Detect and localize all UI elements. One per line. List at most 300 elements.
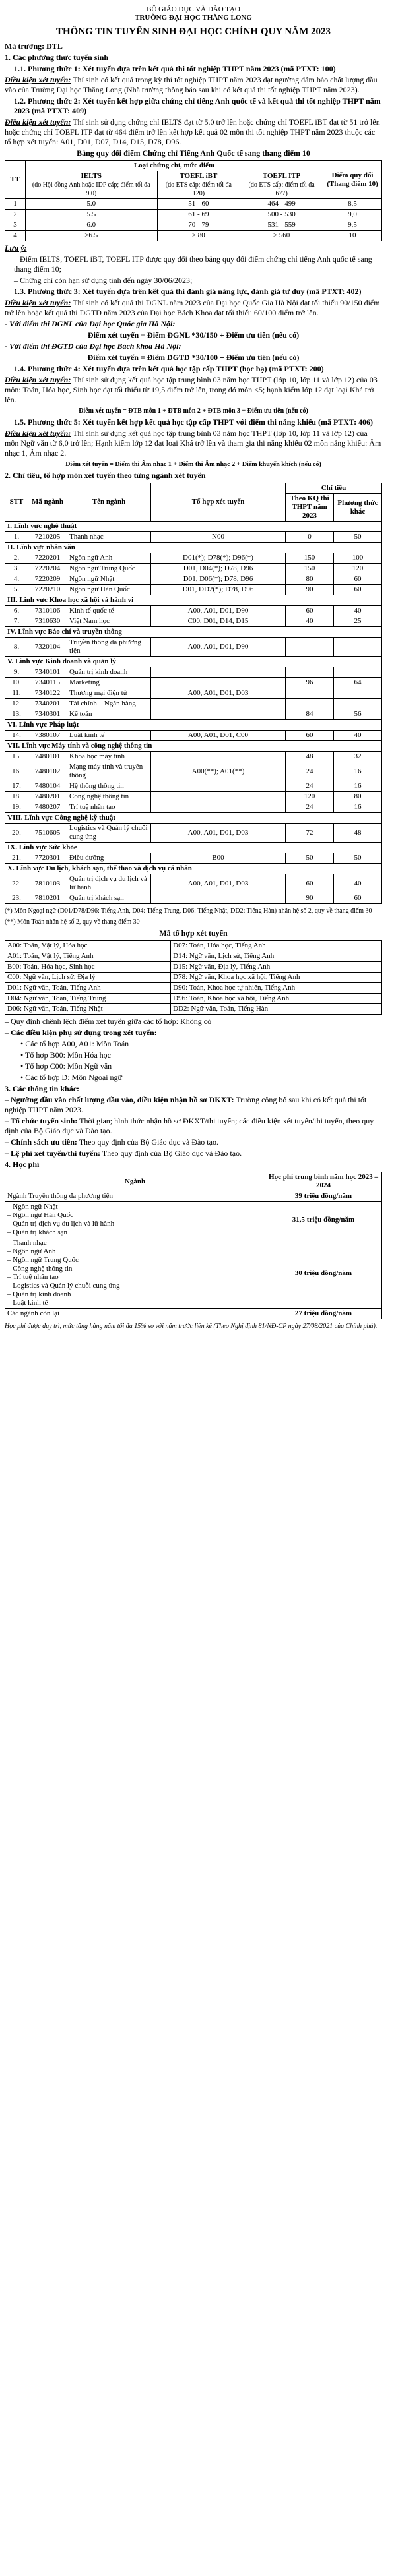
combo-row — [5, 994, 382, 1004]
major-quota-thpt: 50 — [286, 853, 334, 864]
major-code: 7480101 — [28, 752, 67, 762]
major-group-row — [5, 843, 382, 853]
combo-row — [5, 1004, 382, 1015]
major-quota-thpt — [286, 688, 334, 699]
fee-major-name: Thanh nhạc — [13, 1239, 47, 1247]
major-code: 7340115 — [28, 678, 67, 688]
major-quota-thpt — [286, 699, 334, 709]
major-row — [5, 553, 382, 564]
method-4-title: 1.4. Phương thức 4: Xét tuyển dựa trên kết quả học tập cấp THPT (học bạ) (mã PTXT: 200) — [14, 364, 324, 373]
fee-major-name: Luật kinh tế — [13, 1299, 48, 1307]
fee-major-item: – Công nghệ thông tin — [7, 1265, 73, 1273]
document-title: THÔNG TIN TUYỂN SINH ĐẠI HỌC CHÍNH QUY NĂM 2023 — [55, 26, 331, 37]
combo-cell: D01: Ngữ văn, Toán, Tiếng Anh — [5, 983, 171, 994]
combo-cell: A01: Toán, Vật lý, Tiếng Anh — [5, 951, 171, 962]
major-name: Quản trị khách sạn — [67, 893, 151, 904]
major-stt: 20. — [5, 824, 28, 843]
section-4-heading: 4. Học phí — [5, 1160, 40, 1169]
combo-row — [5, 983, 382, 994]
major-code: 7480207 — [28, 802, 67, 813]
condition-text: Thí sinh có kết quả trong kỳ thi tốt nghiệp THPT năm 2023 đạt ngưỡng đảm bảo chất lượng đầu vào của Trường Đại học Thăng Long (Nhà trường thông báo sau khi có kết quả thi tốt nghiệp THPT năm 2023). — [5, 75, 378, 94]
ielts-cell-tt: 3 — [5, 220, 26, 231]
major-code: 7340122 — [28, 688, 67, 699]
extra-sub-1: • Các tổ hợp A00, A01: Môn Toán — [20, 1039, 129, 1048]
major-stt: 15. — [5, 752, 28, 762]
fee-amount-4: 27 triệu đồng/năm — [265, 1309, 382, 1319]
major-code: 7220209 — [28, 574, 67, 585]
major-quota-thpt: 150 — [286, 564, 334, 574]
fee-group-2 — [5, 1202, 265, 1238]
col-name: Tên ngành — [67, 483, 151, 522]
major-group-row — [5, 543, 382, 553]
major-quota-other: 16 — [334, 802, 382, 813]
major-quota-other: 60 — [334, 574, 382, 585]
major-quota-other: 32 — [334, 752, 382, 762]
ielts-table-caption: Bảng quy đổi điểm Chứng chỉ Tiếng Anh Quốc tế sang thang điểm 10 — [77, 148, 310, 158]
col-tt: TT — [5, 161, 26, 199]
major-combo — [151, 678, 286, 688]
major-stt: 19. — [5, 802, 28, 813]
ielts-cell-ielts: ≥6.5 — [26, 231, 158, 241]
major-quota-other — [334, 667, 382, 678]
major-code: 7340301 — [28, 709, 67, 720]
fee-major-name: Logistics và Quản lý chuỗi cung ứng — [13, 1282, 120, 1290]
major-quota-thpt: 0 — [286, 532, 334, 543]
combo-cell: D04: Ngữ văn, Toán, Tiếng Trung — [5, 994, 171, 1004]
major-combo: A00(**); A01(**) — [151, 762, 286, 781]
major-group-label: VII. Lĩnh vực Máy tính và công nghệ thông tin — [5, 741, 382, 752]
col-ibt-label: TOEFL iBT — [180, 172, 218, 180]
section-2-heading: 2. Chỉ tiêu, tổ hợp môn xét tuyển theo từng ngành xét tuyển — [5, 471, 206, 480]
major-quota-other: 48 — [334, 824, 382, 843]
ielts-cell-itp: 464 - 499 — [240, 199, 323, 210]
ielts-cell-tt: 2 — [5, 210, 26, 220]
major-quota-other: 50 — [334, 853, 382, 864]
footnote-1: (*) Môn Ngoại ngữ (D01/D78/D96: Tiếng Anh, D04: Tiếng Trung, D06: Tiếng Nhật, DD2: Tiếng Hàn) nhân hệ số 2, quy về thang điểm 30 — [5, 907, 372, 914]
major-quota-other: 40 — [334, 874, 382, 893]
major-quota-other: 60 — [334, 585, 382, 595]
ielts-cell-itp: 531 - 559 — [240, 220, 323, 231]
ielts-cell-ibt: 61 - 69 — [157, 210, 240, 220]
major-stt: 16. — [5, 762, 28, 781]
col-quota: Chỉ tiêu — [286, 483, 382, 494]
major-quota-other: 120 — [334, 564, 382, 574]
ielts-row — [5, 199, 382, 210]
major-stt: 23. — [5, 893, 28, 904]
method-3-condition — [5, 298, 382, 318]
footnote-2: (**) Môn Toán nhân hệ số 2, quy về thang điểm 30 — [5, 918, 140, 926]
major-group-row — [5, 813, 382, 824]
combo-row — [5, 941, 382, 951]
major-quota-other: 25 — [334, 616, 382, 627]
col-quota-thpt: Theo KQ thi THPT năm 2023 — [286, 494, 334, 522]
major-combo: D01(*); D78(*); D96(*) — [151, 553, 286, 564]
major-group-label: VI. Lĩnh vực Pháp luật — [5, 720, 382, 731]
major-group-label: V. Lĩnh vực Kinh doanh và quản lý — [5, 657, 382, 667]
major-group-label: I. Lĩnh vực nghệ thuật — [5, 522, 382, 532]
major-name: Hệ thống thông tin — [67, 781, 151, 792]
fee-major-name: Ngôn ngữ Anh — [13, 1247, 56, 1255]
info-3-text: Theo quy định của Bộ Giáo dục và Đào tạo. — [77, 1137, 218, 1147]
col-ibt — [157, 171, 240, 199]
method-3-title: 1.3. Phương thức 3: Xét tuyển dựa trên kết quả thi đánh giá năng lực, đánh giá tư duy (mã PTXT: 402) — [14, 287, 362, 296]
major-group-label: II. Lĩnh vực nhân văn — [5, 543, 382, 553]
major-row — [5, 574, 382, 585]
major-name: Luật kinh tế — [67, 731, 151, 741]
major-name: Quản trị dịch vụ du lịch và lữ hành — [67, 874, 151, 893]
condition-text: Thí sinh sử dụng kết quả học tập trung bình 03 năm học THPT (lớp 10, lớp 11 và lớp 12) của môn Ngữ văn từ 6,0 trở lên; Hạnh kiểm lớp 12 đạt loại Khá trở lên và tham gia thi năng khiếu 02 môn năng khiếu: Âm nhạc 1, Âm nhạc 2. — [5, 429, 381, 458]
combo-row — [5, 951, 382, 962]
major-row — [5, 688, 382, 699]
major-combo: B00 — [151, 853, 286, 864]
major-row — [5, 893, 382, 904]
major-row — [5, 792, 382, 802]
col-combo: Tổ hợp xét tuyển — [151, 483, 286, 522]
info-3-label: – Chính sách ưu tiên: — [5, 1137, 77, 1147]
major-name: Thanh nhạc — [67, 532, 151, 543]
note-1: – Điểm IELTS, TOEFL iBT, TOEFL ITP được quy đổi theo bảng quy đổi điểm chứng chỉ tiếng Anh quốc tế sang thang điểm 10; — [14, 255, 372, 274]
extra-sub-4: • Các tổ hợp D: Môn Ngoại ngữ — [20, 1073, 123, 1082]
major-combo: D01, D04(*); D78, D96 — [151, 564, 286, 574]
major-name: Thương mại điện tử — [67, 688, 151, 699]
major-code: 7510605 — [28, 824, 67, 843]
major-combo: C00, D01, D14, D15 — [151, 616, 286, 627]
ielts-cell-ielts: 5.5 — [26, 210, 158, 220]
col-stt: STT — [5, 483, 28, 522]
major-code: 7310630 — [28, 616, 67, 627]
major-row — [5, 802, 382, 813]
condition-label: Điều kiện xét tuyển: — [5, 375, 71, 384]
ielts-cell-ielts: 5.0 — [26, 199, 158, 210]
ielts-cell-conv: 8,5 — [323, 199, 382, 210]
fee-major-item: – Ngôn ngữ Trung Quốc — [7, 1256, 79, 1264]
major-quota-thpt: 60 — [286, 731, 334, 741]
fee-major-item: – Trí tuệ nhân tạo — [7, 1273, 59, 1281]
condition-text: Thí sinh sử dụng chứng chỉ IELTS đạt từ 5.0 trở lên hoặc chứng chỉ TOEFL iBT đạt từ 51 trở lên hoặc chứng chỉ TOEFL ITP đạt từ 464 điểm trở lên kết hợp kết quả 02 môn thi tốt nghiệp THPT năm 2023 thuộc các tổ hợp xét tuyển: A01, D01, D07, D14, D15, D78, D96. — [5, 117, 380, 146]
major-name: Quản trị kinh doanh — [67, 667, 151, 678]
major-combo: A00, A01, D01, D03 — [151, 874, 286, 893]
fee-major-item: – Ngôn ngữ Anh — [7, 1247, 56, 1255]
major-stt: 21. — [5, 853, 28, 864]
condition-label: Điều kiện xét tuyển: — [5, 117, 71, 127]
major-name: Ngôn ngữ Trung Quốc — [67, 564, 151, 574]
col-itp-label: TOEFL ITP — [262, 172, 301, 180]
method-2-condition — [5, 117, 382, 147]
major-row — [5, 606, 382, 616]
major-combo: A00, A01, D01, D03 — [151, 824, 286, 843]
ielts-cell-conv: 10 — [323, 231, 382, 241]
major-stt: 8. — [5, 638, 28, 657]
col-itp-sub: (do ETS cấp; điểm tối đa 677) — [248, 181, 315, 197]
fee-col-amount: Học phí trung bình năm học 2023 – 2024 — [265, 1172, 382, 1191]
major-combo — [151, 781, 286, 792]
major-code: 7220204 — [28, 564, 67, 574]
major-group-label: III. Lĩnh vực Khoa học xã hội và hành vi — [5, 595, 382, 606]
major-stt: 4. — [5, 574, 28, 585]
method-3-line-1: - Với điểm thi ĐGNL của Đại học Quốc gia Hà Nội: — [5, 319, 176, 328]
major-stt: 22. — [5, 874, 28, 893]
info-3 — [5, 1137, 382, 1147]
major-name: Truyền thông đa phương tiện — [67, 638, 151, 657]
info-2-label: – Tổ chức tuyển sinh: — [5, 1116, 78, 1125]
fee-major-name: Quản trị khách sạn — [13, 1228, 68, 1236]
condition-label: Điều kiện xét tuyển: — [5, 75, 71, 84]
ielts-row — [5, 231, 382, 241]
combo-cell: C00: Ngữ văn, Lịch sử, Địa lý — [5, 973, 171, 983]
major-code: 7720301 — [28, 853, 67, 864]
major-quota-thpt: 90 — [286, 893, 334, 904]
major-row — [5, 678, 382, 688]
condition-text: Thí sinh sử dụng kết quả học tập trung bình 03 năm học THPT (lớp 10, lớp 11 và lớp 12) của 03 môn: Toán, Hóa học, Sinh học đạt tối thiểu từ 19,5 điểm trở lên, trong đó môn <5; hạnh kiểm lớp 12 đạt loại Khá trở lên. — [5, 375, 378, 404]
major-row — [5, 564, 382, 574]
major-quota-thpt: 40 — [286, 616, 334, 627]
major-row — [5, 532, 382, 543]
combo-cell: D15: Ngữ văn, Địa lý, Tiếng Anh — [171, 962, 382, 973]
major-name: Tài chính – Ngân hàng — [67, 699, 151, 709]
major-name: Kế toán — [67, 709, 151, 720]
major-stt: 18. — [5, 792, 28, 802]
combo-row — [5, 973, 382, 983]
major-group-row — [5, 595, 382, 606]
col-group: Loại chứng chỉ, mức điểm — [26, 161, 323, 171]
major-stt: 12. — [5, 699, 28, 709]
fee-major-item: – Quản trị khách sạn — [7, 1228, 68, 1236]
major-quota-thpt: 72 — [286, 824, 334, 843]
major-name: Công nghệ thông tin — [67, 792, 151, 802]
ielts-cell-conv: 9,0 — [323, 210, 382, 220]
ielts-row — [5, 210, 382, 220]
major-combo — [151, 893, 286, 904]
combo-cell: B00: Toán, Hóa học, Sinh học — [5, 962, 171, 973]
ielts-cell-conv: 9,5 — [323, 220, 382, 231]
major-stt: 14. — [5, 731, 28, 741]
major-stt: 17. — [5, 781, 28, 792]
major-group-label: X. Lĩnh vực Du lịch, khách sạn, thể thao và dịch vụ cá nhân — [5, 864, 382, 874]
major-quota-other: 100 — [334, 553, 382, 564]
major-name: Ngôn ngữ Nhật — [67, 574, 151, 585]
fee-major-name: Ngôn ngữ Trung Quốc — [13, 1256, 79, 1264]
major-code: 7380107 — [28, 731, 67, 741]
combo-cell: D14: Ngữ văn, Lịch sử, Tiếng Anh — [171, 951, 382, 962]
fee-group-3 — [5, 1238, 265, 1309]
major-group-row — [5, 720, 382, 731]
major-row — [5, 853, 382, 864]
fee-col-major: Ngành — [5, 1172, 265, 1191]
col-ielts-sub: (do Hội đồng Anh hoặc IDP cấp; điểm tối đa 9.0) — [32, 181, 150, 197]
combo-cell: A00: Toán, Vật lý, Hóa học — [5, 941, 171, 951]
major-combo: D01, D06(*); D78, D96 — [151, 574, 286, 585]
major-quota-thpt: 48 — [286, 752, 334, 762]
col-quota-other: Phương thức khác — [334, 494, 382, 522]
combo-caption: Mã tổ hợp xét tuyển — [159, 928, 228, 938]
major-quota-thpt: 90 — [286, 585, 334, 595]
major-quota-thpt — [286, 667, 334, 678]
major-quota-thpt: 24 — [286, 802, 334, 813]
fee-amount-1: 39 triệu đồng/năm — [265, 1191, 382, 1202]
major-code: 7810201 — [28, 893, 67, 904]
major-quota-other: 40 — [334, 606, 382, 616]
method-3-formula-2: Điểm xét tuyển = Điểm DGTD *30/100 + Điểm ưu tiên (nếu có) — [87, 353, 300, 362]
major-combo — [151, 802, 286, 813]
info-4-text: Theo quy định của Bộ Giáo dục và Đào tạo. — [100, 1149, 242, 1158]
major-code: 7480102 — [28, 762, 67, 781]
major-row — [5, 762, 382, 781]
major-stt: 5. — [5, 585, 28, 595]
fee-major-name: Trí tuệ nhân tạo — [13, 1273, 59, 1281]
major-name: Việt Nam học — [67, 616, 151, 627]
ielts-cell-itp: ≥ 560 — [240, 231, 323, 241]
major-code: 7810103 — [28, 874, 67, 893]
info-2-text: Thời gian; hình thức nhận hồ sơ ĐKXT/thi tuyển; các điều kiện xét tuyển/thi tuyển, theo quy định của Bộ Giáo dục và Đào tạo. — [5, 1116, 374, 1135]
method-2-title: 1.2. Phương thức 2: Xét tuyển kết hợp giữa chứng chỉ tiếng Anh quốc tế và kết quả thi tốt nghiệp THPT năm 2023 (mã PTXT: 409) — [14, 96, 381, 115]
major-row — [5, 667, 382, 678]
ielts-cell-ielts: 6.0 — [26, 220, 158, 231]
major-code: 7220210 — [28, 585, 67, 595]
major-name: Điều dưỡng — [67, 853, 151, 864]
major-code: 7210205 — [28, 532, 67, 543]
ielts-cell-ibt: 70 - 79 — [157, 220, 240, 231]
fee-amount-3: 30 triệu đồng/năm — [265, 1238, 382, 1309]
major-quota-thpt: 24 — [286, 762, 334, 781]
extra-line-1: – Quy định chênh lệch điểm xét tuyển giữa các tổ hợp: Không có — [5, 1017, 212, 1026]
school-code: Mã trường: DTL — [5, 42, 63, 51]
info-1 — [5, 1095, 382, 1115]
major-row — [5, 585, 382, 595]
major-name: Ngôn ngữ Hàn Quốc — [67, 585, 151, 595]
major-group-row — [5, 741, 382, 752]
major-quota-other: 60 — [334, 893, 382, 904]
major-name: Marketing — [67, 678, 151, 688]
condition-label: Điều kiện xét tuyển: — [5, 298, 71, 307]
fee-major-name: Công nghệ thông tin — [13, 1265, 73, 1273]
method-1-title: 1.1. Phương thức 1: Xét tuyển dựa trên kết quả thi tốt nghiệp THPT năm 2023 (mã PTXT: 100) — [14, 64, 336, 73]
fee-major-item: – Logistics và Quản lý chuỗi cung ứng — [7, 1282, 120, 1290]
method-3-formula-1: Điểm xét tuyển = Điểm ĐGNL *30/150 + Điểm ưu tiên (nếu có) — [87, 330, 300, 340]
major-quota-thpt: 96 — [286, 678, 334, 688]
major-combo: N00 — [151, 532, 286, 543]
fee-amount-2: 31,5 triệu đồng/năm — [265, 1202, 382, 1238]
major-group-row — [5, 522, 382, 532]
major-combo: A00, A01, D01, C00 — [151, 731, 286, 741]
major-name: Ngôn ngữ Anh — [67, 553, 151, 564]
major-code: 7320104 — [28, 638, 67, 657]
fee-major-item: – Luật kinh tế — [7, 1299, 48, 1307]
major-group-row — [5, 864, 382, 874]
major-row — [5, 781, 382, 792]
fee-major-item: – Ngôn ngữ Nhật — [7, 1203, 58, 1211]
fee-major-item: – Quản trị dịch vụ du lịch và lữ hành — [7, 1220, 115, 1228]
major-combo: A00, A01, D01, D90 — [151, 606, 286, 616]
fee-major-name: Ngôn ngữ Hàn Quốc — [13, 1211, 74, 1219]
major-name: Trí tuệ nhân tạo — [67, 802, 151, 813]
major-quota-thpt: 60 — [286, 606, 334, 616]
major-quota-other: 56 — [334, 709, 382, 720]
major-group-label: IX. Lĩnh vực Sức khỏe — [5, 843, 382, 853]
condition-text: Thí sinh có kết quả thi ĐGNL năm 2023 của Đại học Quốc Gia Hà Nội đạt tối thiểu 90/150 điểm trở lên hoặc kết quả thi ĐGTD năm 2023 của Đại học Bách Khoa đạt tối thiểu 60/100 điểm trở lên. — [5, 298, 380, 317]
tuition-table — [5, 1172, 382, 1319]
major-row — [5, 752, 382, 762]
major-stt: 2. — [5, 553, 28, 564]
major-code: 7310106 — [28, 606, 67, 616]
note-2: – Chứng chỉ còn hạn sử dụng tính đến ngày 30/06/2023; — [14, 276, 193, 285]
major-stt: 11. — [5, 688, 28, 699]
major-stt: 7. — [5, 616, 28, 627]
method-4-formula: Điểm xét tuyển = ĐTB môn 1 + ĐTB môn 2 + ĐTB môn 3 + Điểm ưu tiên (nếu có) — [79, 407, 308, 415]
info-4 — [5, 1149, 382, 1158]
university-name: TRƯỜNG ĐẠI HỌC THĂNG LONG — [135, 14, 252, 22]
info-1-label: – Ngưỡng đầu vào chất lượng đầu vào, điều kiện nhận hồ sơ ĐKXT: — [5, 1095, 234, 1104]
major-quota-other: 50 — [334, 532, 382, 543]
major-stt: 1. — [5, 532, 28, 543]
major-stt: 6. — [5, 606, 28, 616]
fee-major-media: Ngành Truyền thông đa phương tiện — [5, 1191, 265, 1202]
combo-cell: DD2: Ngữ văn, Toán, Tiếng Hàn — [171, 1004, 382, 1015]
col-conv: Điểm quy đổi (Thang điểm 10) — [323, 161, 382, 199]
fee-major-name: Quản trị dịch vụ du lịch và lữ hành — [13, 1220, 115, 1228]
major-row — [5, 824, 382, 843]
fee-footnote: Học phí được duy trì, mức tăng hàng năm tối đa 15% so với năm trước liền kề (Theo Nghị định 81/NĐ-CP ngày 27/08/2021 của Chính phủ). — [5, 1323, 378, 1330]
major-name: Logistics và Quản lý chuỗi cung ứng — [67, 824, 151, 843]
fee-group-4: Các ngành còn lại — [5, 1309, 265, 1319]
section-1-heading: 1. Các phương thức tuyển sinh — [5, 53, 109, 62]
major-quota-other: 64 — [334, 678, 382, 688]
section-3-heading: 3. Các thông tin khác: — [5, 1084, 80, 1093]
major-combo — [151, 667, 286, 678]
method-4-condition — [5, 375, 382, 405]
major-quota-other — [334, 638, 382, 657]
major-quota-other: 40 — [334, 731, 382, 741]
major-quota-other: 16 — [334, 781, 382, 792]
info-2 — [5, 1116, 382, 1136]
major-quota-thpt — [286, 638, 334, 657]
col-code: Mã ngành — [28, 483, 67, 522]
major-stt: 13. — [5, 709, 28, 720]
ielts-cell-tt: 4 — [5, 231, 26, 241]
major-quota-other: 80 — [334, 792, 382, 802]
combo-row — [5, 962, 382, 973]
major-code: 7480104 — [28, 781, 67, 792]
major-quota-other: 16 — [334, 762, 382, 781]
combo-cell: D06: Ngữ văn, Toán, Tiếng Nhật — [5, 1004, 171, 1015]
fee-major-name: Quản trị kinh doanh — [13, 1290, 71, 1298]
major-quota-thpt: 120 — [286, 792, 334, 802]
major-quota-thpt: 60 — [286, 874, 334, 893]
method-5-condition — [5, 429, 382, 458]
major-group-label: IV. Lĩnh vực Báo chí và truyền thông — [5, 627, 382, 638]
fee-major-item: – Ngôn ngữ Hàn Quốc — [7, 1211, 74, 1219]
major-quota-thpt: 150 — [286, 553, 334, 564]
major-code: 7340201 — [28, 699, 67, 709]
fee-major-name: Ngôn ngữ Nhật — [13, 1203, 58, 1211]
major-quota-other — [334, 699, 382, 709]
major-group-label: VIII. Lĩnh vực Công nghệ kỹ thuật — [5, 813, 382, 824]
extra-sub-3: • Tổ hợp C00: Môn Ngữ văn — [20, 1062, 112, 1071]
major-quota-other — [334, 688, 382, 699]
major-stt: 3. — [5, 564, 28, 574]
note-label: Lưu ý: — [5, 243, 27, 253]
ielts-cell-ibt: 51 - 60 — [157, 199, 240, 210]
majors-quota-table — [5, 483, 382, 904]
combo-cell: D96: Toán, Khoa học xã hội, Tiếng Anh — [171, 994, 382, 1004]
major-quota-thpt: 84 — [286, 709, 334, 720]
ielts-cell-tt: 1 — [5, 199, 26, 210]
major-combo: A00, A01, D01, D90 — [151, 638, 286, 657]
combo-cell: D07: Toán, Hóa học, Tiếng Anh — [171, 941, 382, 951]
info-1-text: Trường công bố sau khi có kết quả thi tốt nghiệp THPT năm 2023. — [5, 1095, 367, 1114]
method-5-formula: Điểm xét tuyển = Điểm thi Âm nhạc 1 + Điểm thi Âm nhạc 2 + Điểm khuyến khích (nếu có) — [65, 461, 321, 468]
major-name: Khoa học máy tính — [67, 752, 151, 762]
method-3-line-2: - Với điểm thi ĐGTD của Đại học Bách khoa Hà Nội: — [5, 342, 182, 351]
